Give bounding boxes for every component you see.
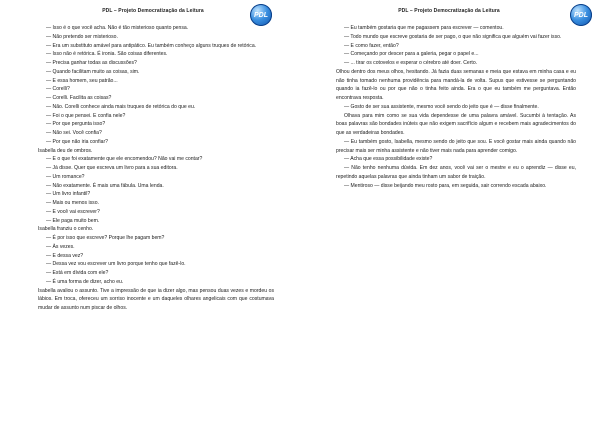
paragraph: — Quando facilitam muito as coisas, sim. [46, 68, 140, 75]
paragraph: — ... tirar os cotovelos e esperar o cérebro até doer. Certo. [344, 60, 478, 66]
paragraph: Olhou dentro dos meus olhos, hesitando. Já fazia duas semanas e meia que estava em minha casa e eu não tinha tomado nenhuma providência para mandá-la de volta. Supus que estivesse se perguntando quando ia fazê-lo ou por que não o tinha feito ainda. Era o que eu também me perguntava. Então encontrava resposta. [336, 68, 576, 101]
paragraph: — Corelli. Facilita as coisas? [46, 95, 112, 101]
paragraph: — Começando por descer para a galeria, pegar o papel e... [344, 51, 479, 58]
paragraph: — Ele paga muito bem. [46, 217, 100, 224]
paragraph: — Não sei. Você confia? [46, 130, 102, 136]
paragraph: — E dessa vez? [46, 252, 84, 259]
paragraph: Isabella deu de ombros. [38, 147, 93, 154]
page-header [304, 0, 594, 22]
paragraph: — Às vezes. [46, 243, 75, 250]
paragraph: — Já disse. Quer que escreva um livro para a sua editora. [46, 165, 178, 171]
pdl-logo-icon [250, 4, 272, 26]
left-page [8, 0, 298, 424]
paragraph: — Era um substituto amável para antipático. Eu também conheço alguns truques de retórica. [46, 42, 257, 49]
paragraph: — Corelli? [46, 86, 70, 93]
paragraph: — É uma forma de dizer, acho eu. [46, 278, 124, 285]
paragraph: Isabella franziu o cenho. [38, 226, 94, 233]
paragraph: — Por que pergunta isso? [46, 121, 106, 128]
paragraph: — Não exatamente. É mais uma fábula. Uma lenda. [46, 182, 164, 189]
paragraph: — Isso é o que você acha. Não é tão misterioso quanto pensa. [46, 25, 189, 31]
right-page [304, 0, 594, 424]
paragraph: — Eu também gostaria que me pagassem para escrever — comentou. [344, 25, 504, 31]
paragraph: — Eu também gosto, Isabella, mesmo sendo do jeito que sou. E você gostar mais ainda quando não precisar mais ser minha assistente e não tiver mais nada para aprender comigo. [336, 138, 576, 154]
paragraph: Isabella avaliou o assunto. Tive a impressão de que ia dizer algo, mas pensou duas vezes e mordeu os lábios. Em troca, ofereceu um sorriso inocente e um daqueles olhares angelicais com que costumava mudar de assunto num piscar de olhos. [38, 287, 274, 311]
pdl-logo-icon [570, 4, 592, 26]
paragraph: — Precisa ganhar todas as discussões? [46, 60, 137, 66]
paragraph: — Foi o que pensei. E confia nele? [46, 112, 126, 119]
paragraph: Olhava para mim como se sua vida dependesse de uma palavra amável. Sucumbi à tentação. As boas palavras são bondades inúteis que não exigem sacrifício algum e recebem mais agradecimentos do que as verdadeiras bondades. [336, 112, 576, 136]
paragraph: — Um romance? [46, 173, 85, 180]
paragraph: — Não. Corelli conhece ainda mais truques de retórica do que eu. [46, 103, 196, 110]
header-title: PDL – Projeto Democratização da Leitura [398, 8, 500, 14]
paragraph: — E o que foi exatamente que ele encomendou? Não vai me contar? [46, 156, 203, 163]
left-page-body [38, 24, 274, 313]
header-title: PDL – Projeto Democratização da Leitura [102, 8, 204, 14]
paragraph: — Gosto de ser sua assistente, mesmo você sendo do jeito que é — disse finalmente. [344, 103, 539, 110]
paragraph: — Não pretendo ser misterioso. [46, 33, 118, 40]
paragraph: — Mentiroso — disse beijando meu rosto para, em seguida, sair correndo escada abaixo. [344, 182, 547, 189]
logo-text: PDL [254, 11, 268, 19]
paragraph: — E você vai escrever? [46, 208, 100, 215]
right-page-body [336, 24, 576, 190]
paragraph: — Por que não iria confiar? [46, 138, 109, 145]
paragraph: — Todo mundo que escreve gostaria de ser pago, o que não significa que alguém vai fazer isso. [344, 33, 562, 40]
paragraph: — Mais ou menos isso. [46, 200, 99, 206]
paragraph: — E essa homem, seu patrão... [46, 77, 118, 84]
paragraph: — Acha que essa possibilidade existe? [344, 156, 433, 163]
paragraph: — É por isso que escreve? Porque lhe pagam bem? [46, 235, 165, 241]
paragraph: — Isso não é retórica. É ironia. São coisas diferentes. [46, 51, 168, 58]
paragraph: — Dessa vez vou escrever um livro porque tenho que fazê-lo. [46, 261, 186, 268]
paragraph: — Um livro infantil? [46, 191, 91, 198]
paragraph: — Está em dívida com ele? [46, 270, 109, 276]
paragraph: — E como fazer, então? [344, 42, 399, 49]
logo-text: PDL [574, 11, 588, 19]
paragraph: — Não tenho nenhuma dúvida. Em dez anos, você vai ser o mestre e eu o aprendiz — disse eu, repetindo aquelas palavras que ainda tinham um sabor de traição. [336, 165, 576, 180]
